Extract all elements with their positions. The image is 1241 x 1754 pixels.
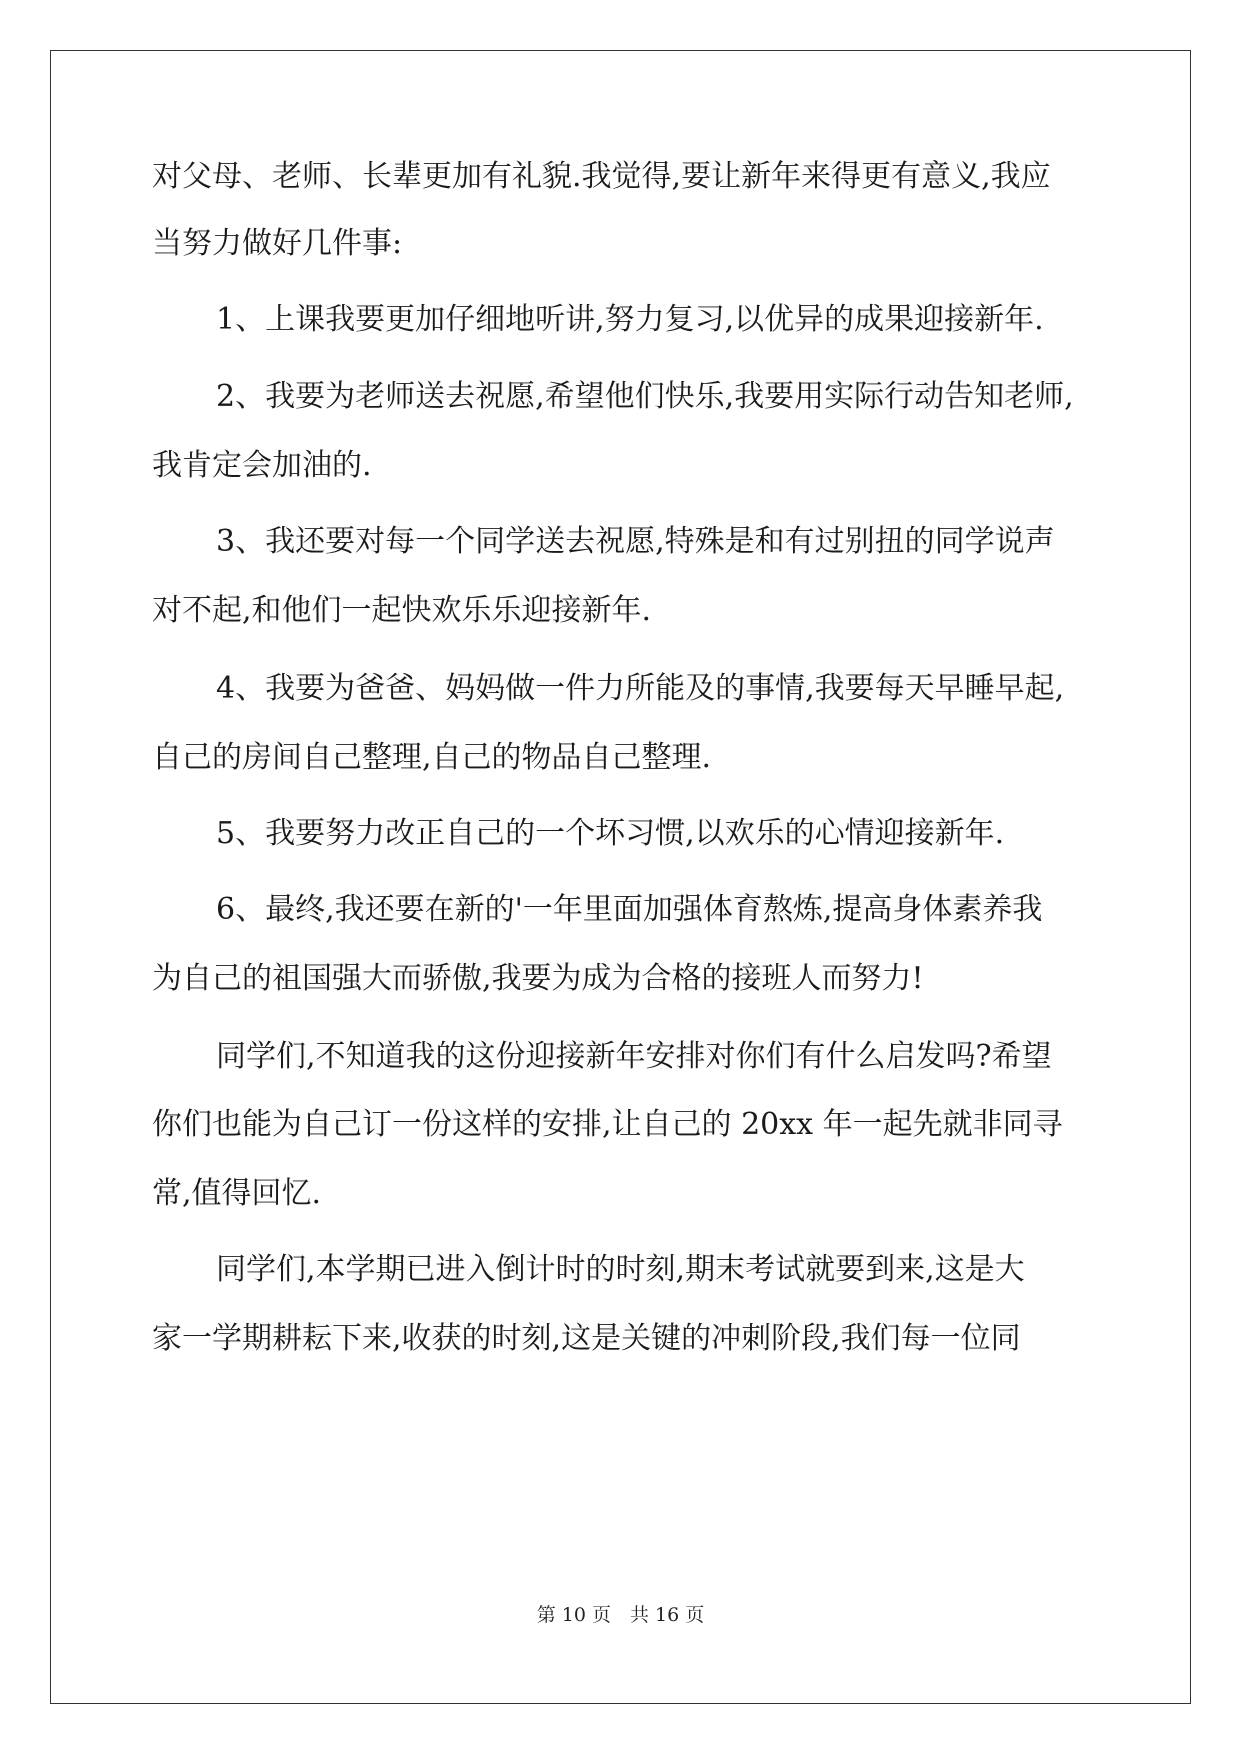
text-line: 2、我要为老师送去祝愿,希望他们快乐,我要用实际行动告知老师, <box>216 379 1074 414</box>
page-number-footer: 第 10 页 共 16 页 <box>536 1604 705 1626</box>
text-line: 1、上课我要更加仔细地听讲,努力复习,以优异的成果迎接新年. <box>216 302 1044 337</box>
text-line: 3、我还要对每一个同学送去祝愿,特殊是和有过别扭的同学说声 <box>216 524 1055 559</box>
text-line: 自己的房间自己整理,自己的物品自己整理. <box>152 740 712 775</box>
text-line: 5、我要努力改正自己的一个坏习惯,以欢乐的心情迎接新年. <box>216 816 1005 851</box>
text-line: 我肯定会加油的. <box>152 448 372 483</box>
text-line: 6、最终,我还要在新的'一年里面加强体育熬炼,提高身体素养我 <box>216 892 1043 927</box>
text-line: 家一学期耕耘下来,收获的时刻,这是关键的冲刺阶段,我们每一位同 <box>152 1321 1021 1356</box>
text-line: 为自己的祖国强大而骄傲,我要为成为合格的接班人而努力! <box>152 961 924 996</box>
text-line: 4、我要为爸爸、妈妈做一件力所能及的事情,我要每天早睡早起, <box>216 671 1065 706</box>
text-line: 同学们,不知道我的这份迎接新年安排对你们有什么启发吗?希望 <box>216 1039 1052 1074</box>
text-line: 同学们,本学期已进入倒计时的时刻,期末考试就要到来,这是大 <box>216 1252 1025 1287</box>
text-line: 对父母、老师、长辈更加有礼貌.我觉得,要让新年来得更有意义,我应 <box>152 159 1051 194</box>
text-line: 对不起,和他们一起快欢乐乐迎接新年. <box>152 593 652 628</box>
text-line: 常,值得回忆. <box>152 1176 322 1211</box>
text-line: 当努力做好几件事: <box>152 226 403 261</box>
text-line: 你们也能为自己订一份这样的安排,让自己的 20xx 年一起先就非同寻 <box>152 1107 1063 1142</box>
